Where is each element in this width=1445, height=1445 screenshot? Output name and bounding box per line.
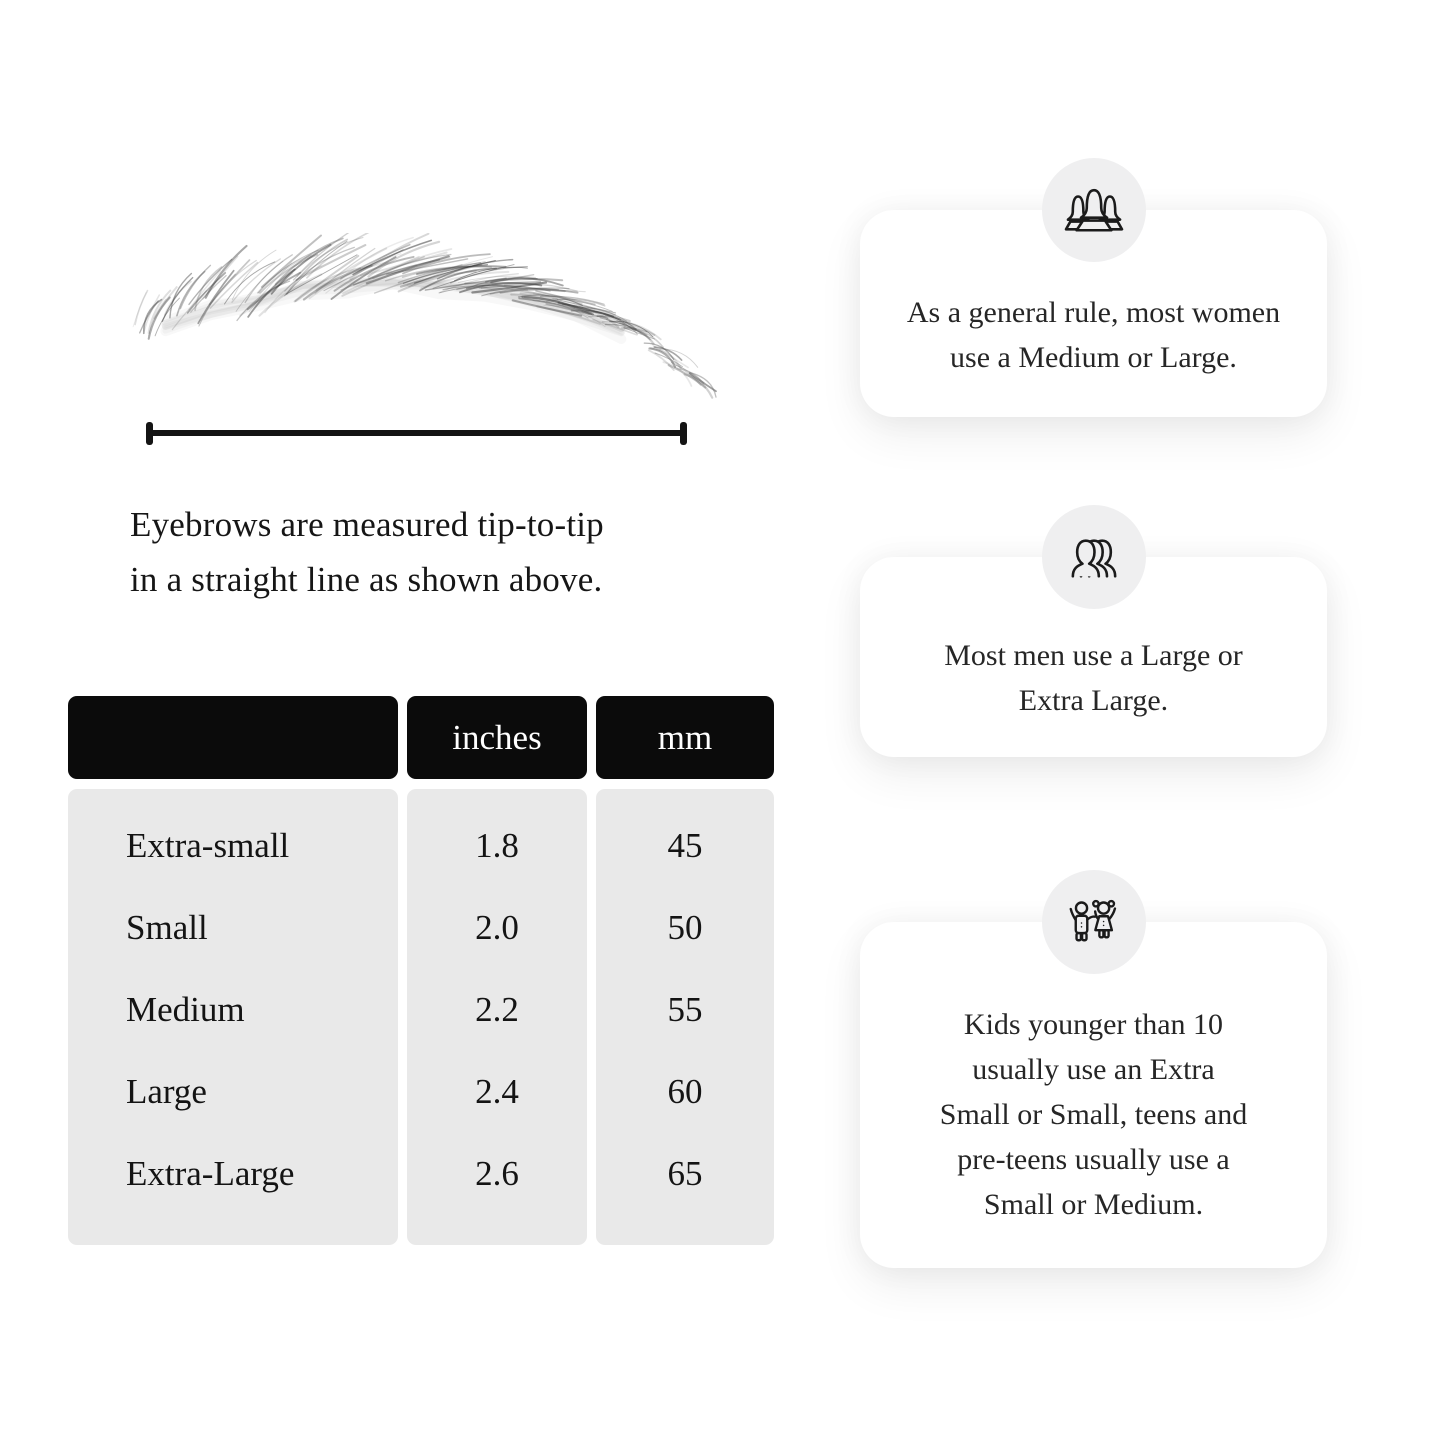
- measure-endcap-right: [680, 422, 687, 445]
- text-line: pre-teens usually use a: [957, 1142, 1230, 1176]
- table-cell-mm: 55: [667, 990, 703, 1029]
- table-cell-mm: 65: [667, 1154, 703, 1193]
- table-body-sizes: [68, 789, 398, 1245]
- table-cell-inches: 2.2: [475, 990, 519, 1029]
- table-cell-mm: 45: [667, 826, 703, 865]
- table-cell-label: Extra-small: [126, 826, 290, 865]
- women-group-icon: [1063, 183, 1125, 237]
- card-text-women: [907, 290, 1280, 380]
- info-card-men: [860, 557, 1327, 757]
- text-line: Extra Large.: [1018, 684, 1169, 717]
- table-header-inches: inches: [407, 696, 587, 779]
- eyebrow-drawing: [118, 233, 718, 403]
- table-cell-label: Medium: [126, 990, 245, 1029]
- measure-line-bar: [149, 430, 684, 436]
- table-cell-mm: 50: [667, 908, 703, 947]
- info-card-kids: [860, 922, 1327, 1268]
- table-cell-label: Small: [126, 908, 208, 947]
- table-header-mm: mm: [596, 696, 774, 779]
- table-header-empty: [68, 696, 398, 779]
- card-text-men: [944, 633, 1243, 723]
- size-table: [68, 696, 774, 1245]
- text-line: Eyebrows are measured tip-to-tip: [130, 505, 604, 544]
- men-group-icon: [1063, 532, 1125, 582]
- table-cell-inches: 2.6: [475, 1154, 519, 1193]
- text-line: in a straight line as shown above.: [130, 560, 603, 599]
- figure-caption: [130, 497, 730, 607]
- info-card-women: [860, 210, 1327, 417]
- table-body-mm: [596, 789, 774, 1245]
- table-cell-inches: 1.8: [475, 826, 519, 865]
- measurement-line: [146, 422, 687, 445]
- table-column-sizes: [68, 696, 398, 1245]
- table-column-mm: [596, 696, 774, 1245]
- table-body-inches: [407, 789, 587, 1245]
- text-line: Small or Medium.: [983, 1187, 1204, 1221]
- card-text-kids: [940, 1002, 1247, 1227]
- table-cell-inches: 2.0: [475, 908, 519, 947]
- icon-circle: [1042, 505, 1146, 609]
- text-line: Small or Small, teens and: [939, 1097, 1248, 1131]
- table-cell-label: Large: [126, 1072, 207, 1111]
- text-line: As a general rule, most women: [906, 295, 1281, 329]
- text-line: use a Medium or Large.: [950, 340, 1237, 374]
- icon-circle: [1042, 158, 1146, 262]
- table-cell-label: Extra-Large: [126, 1154, 295, 1193]
- table-cell-inches: 2.4: [475, 1072, 519, 1111]
- kids-icon: [1063, 898, 1125, 946]
- table-column-inches: [407, 696, 587, 1245]
- icon-circle: [1042, 870, 1146, 974]
- table-cell-mm: 60: [667, 1072, 703, 1111]
- text-line: Most men use a Large or: [944, 639, 1243, 672]
- eyebrow-figure: [118, 233, 718, 403]
- text-line: Kids younger than 10: [963, 1007, 1224, 1041]
- text-line: usually use an Extra: [972, 1052, 1215, 1086]
